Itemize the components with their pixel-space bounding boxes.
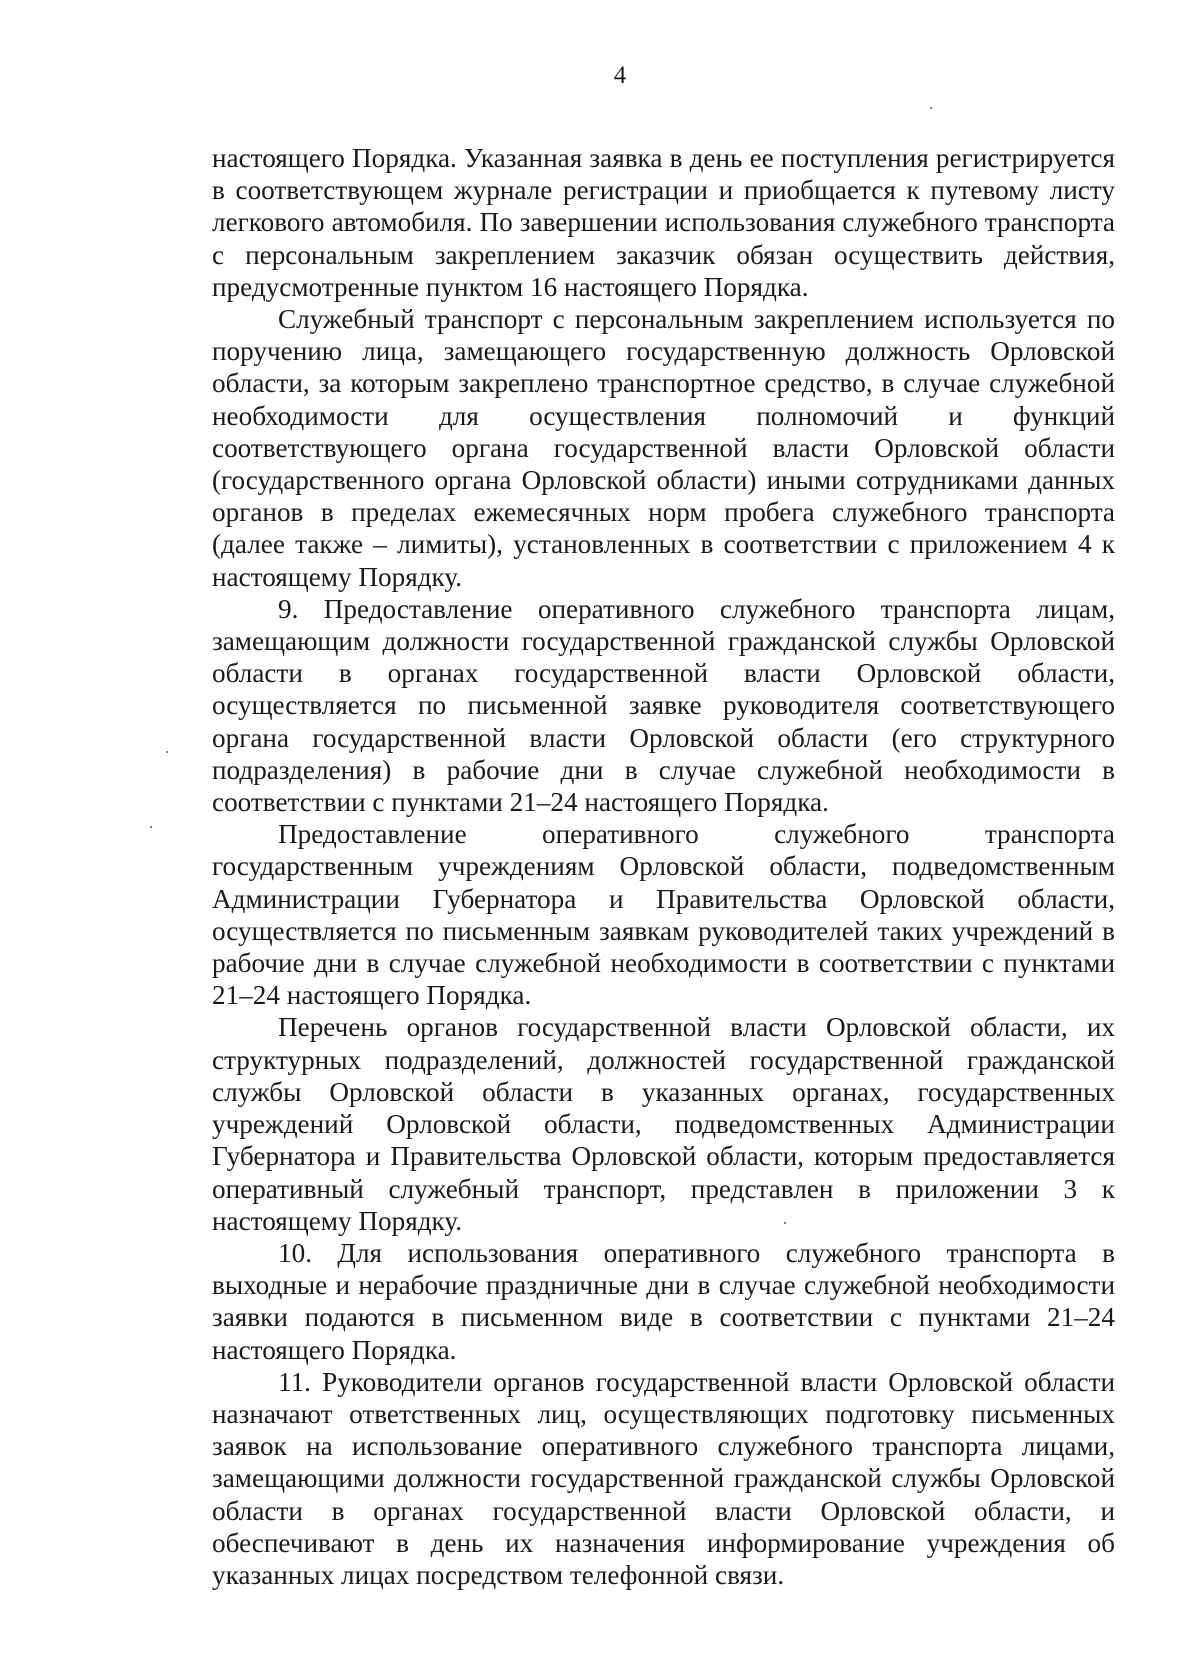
paragraph-item-10: 10. Для использования оперативного служебного транспорта в выходные и нерабочие праздничные дни в случае служебной необходимости заявки подаются в письменном виде в соответствии с пунктами 21–24 настоящего Порядка. [212, 1237, 1115, 1365]
paragraph-continuation: настоящего Порядка. Указанная заявка в день ее поступления регистрируется в соответствующем журнале регистрации и приобщается к путевому листу легкового автомобиля. По завершении использования служебного транспорта с персональным закреплением заказчик обязан осуществить действия, предусмотренные пунктом 16 настоящего Порядка. [212, 143, 1115, 302]
paragraph-personal-transport: Служебный транспорт с персональным закреплением используется по поручению лица, замещающего государственную должность Орловской области, за которым закреплено транспортное средство, в случае служебной необходимости для осуществления полномочий и функций соответствующего органа государственной власти Орловской области (государственного органа Орловской области) иными сотрудниками данных органов в пределах ежемесячных норм пробега служебного транспорта (далее также – лимиты), установленных в соответствии с приложением 4 к настоящему Порядку. [212, 304, 1115, 592]
paragraph-item-9: 9. Предоставление оперативного служебного транспорта лицам, замещающим должности государственной гражданской службы Орловской области в органах государственной власти Орловской области, осуществляется по письменной заявке руководителя соответствующего органа государственной власти Орловской области (его структурного подразделения) в рабочие дни в случае служебной необходимости в соответствии с пунктами 21–24 настоящего Порядка. [212, 593, 1115, 818]
scan-speck [150, 826, 152, 828]
paragraph-institutions: Предоставление оперативного служебного транспорта государственным учреждениям Орловской области, подведомственным Администрации Губернатора и Правительства Орловской области, осуществляется по письменным заявкам руководителей таких учреждений в рабочие дни в случае служебной необходимости в соответствии с пунктами 21–24 настоящего Порядка. [212, 819, 1115, 1011]
scan-speck [784, 1222, 786, 1224]
paragraph-list-of-bodies: Перечень органов государственной власти Орловской области, их структурных подразделений, должностей государственной гражданской службы Орловской области в указанных органах, государственных учреждений Орловской области, подведомственных Администрации Губернатора и Правительства Орловской области, которым предоставляется оперативный служебный транспорт, представлен в приложении 3 к настоящему Порядку. [212, 1012, 1115, 1236]
paragraph-item-11: 11. Руководители органов государственной власти Орловской области назначают ответственных лиц, осуществляющих подготовку письменных заявок на использование оперативного служебного транспорта лицами, замещающими должности государственной гражданской службы Орловской области в органах государственной власти Орловской области, и обеспечивают в день их назначения информирование учреждения об указанных лицах посредством телефонной связи. [212, 1366, 1115, 1590]
scan-speck [930, 107, 932, 109]
document-body [212, 142, 1115, 1591]
page-number: 4 [613, 62, 627, 89]
scan-speck [166, 751, 168, 753]
